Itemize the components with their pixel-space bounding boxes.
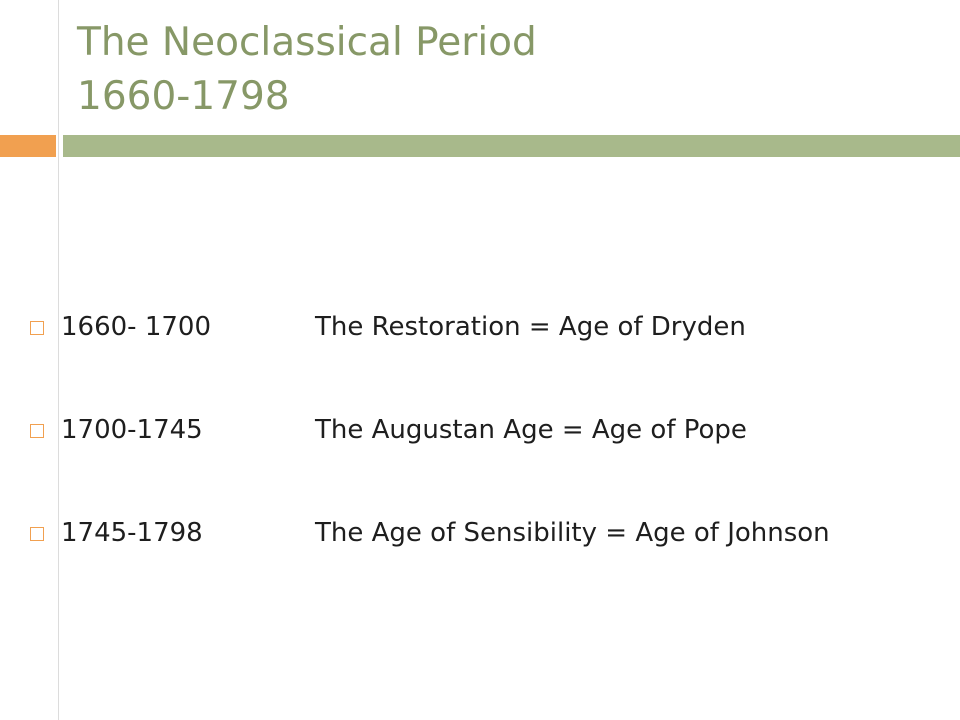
list-item-description: The Age of Sensibility = Age of Johnson — [315, 518, 830, 548]
list-item-description: The Augustan Age = Age of Pope — [315, 415, 747, 445]
list-item-years: 1745-1798 — [61, 518, 203, 548]
green-accent-bar — [63, 135, 960, 157]
list-item-description: The Restoration = Age of Dryden — [315, 312, 746, 342]
title-line-1: The Neoclassical Period — [77, 20, 537, 65]
left-divider-line — [58, 0, 59, 720]
list-item-years: 1700-1745 — [61, 415, 203, 445]
list-item — [0, 512, 960, 560]
list-item-years: 1660- 1700 — [61, 312, 211, 342]
hollow-square-icon — [30, 424, 44, 438]
list-item — [0, 306, 960, 354]
orange-accent-bar — [0, 135, 56, 157]
hollow-square-icon — [30, 321, 44, 335]
title-line-2: 1660-1798 — [77, 74, 290, 119]
slide-title — [77, 16, 937, 124]
list-item — [0, 409, 960, 457]
hollow-square-icon — [30, 527, 44, 541]
